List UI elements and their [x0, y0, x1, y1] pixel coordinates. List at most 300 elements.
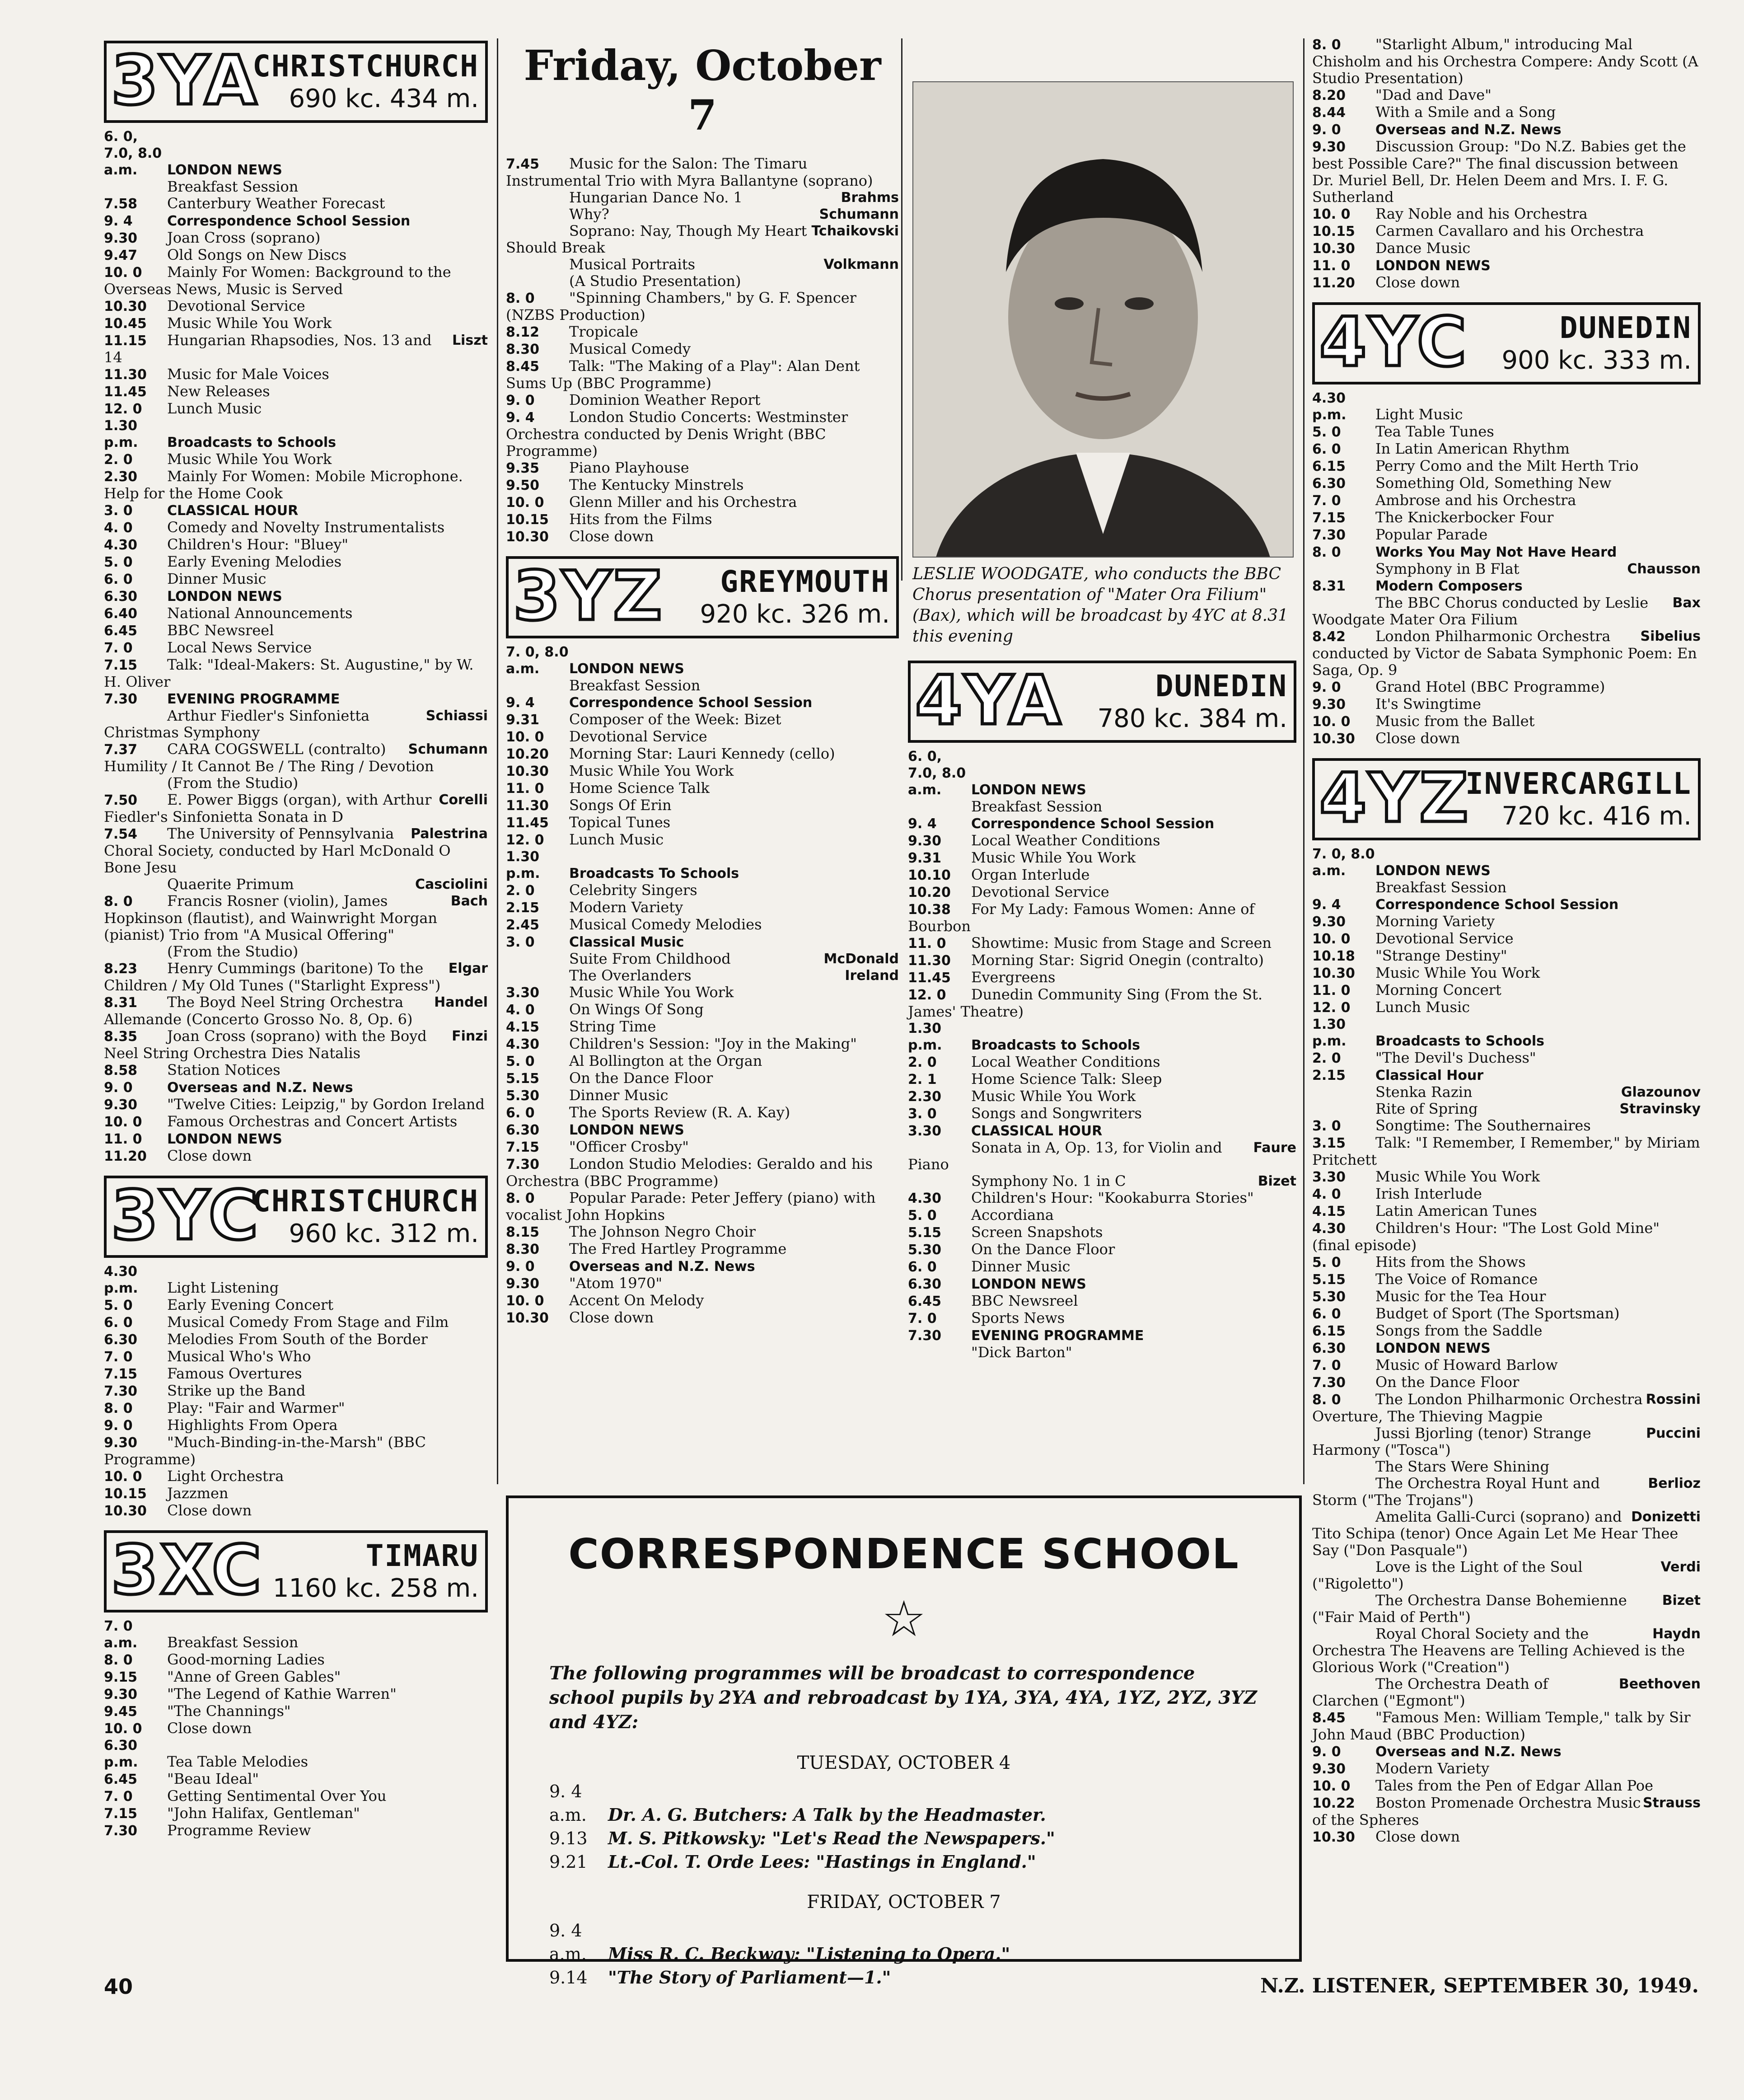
station-call: 4YC — [1319, 303, 1468, 382]
schedule-item — [908, 849, 1296, 867]
item-title: Devotional Service — [971, 883, 1109, 900]
item-time: 6.30 — [506, 1122, 540, 1138]
item-composer: Liszt — [452, 333, 488, 348]
schedule-item — [104, 1113, 488, 1130]
item-time: 7.30 — [908, 1328, 942, 1344]
schedule-item — [506, 256, 899, 273]
station-header-4ya — [908, 661, 1296, 743]
schedule-3yc — [104, 1263, 488, 1519]
schedule-item — [104, 417, 488, 451]
item-title: Works You May Not Have Heard — [1375, 544, 1617, 560]
schedule-item — [104, 1383, 488, 1400]
item-title: Strike up the Band — [167, 1382, 306, 1399]
schedule-item — [506, 409, 899, 459]
schedule-item — [908, 1173, 1296, 1190]
schedule-item — [104, 178, 488, 195]
schedule-item — [1312, 458, 1701, 475]
schedule-item — [908, 1054, 1296, 1071]
station-header-3xc — [104, 1530, 488, 1612]
item-time: 10. 0 — [506, 1293, 544, 1309]
item-title: Showtime: Music from Stage and Screen — [971, 934, 1272, 952]
item-time: 10.15 — [506, 512, 549, 528]
schedule-item — [104, 1788, 488, 1805]
item-title: LONDON NEWS — [569, 661, 684, 677]
item-time: 9. 0 — [104, 1080, 133, 1096]
schedule-item — [506, 459, 899, 477]
item-title: "Anne of Green Gables" — [167, 1668, 341, 1685]
item-time: 11.20 — [104, 1148, 147, 1164]
item-time: 9.47 — [104, 248, 138, 263]
schedule-item — [1312, 628, 1701, 679]
item-title: Broadcasts to Schools — [167, 435, 337, 450]
station-call: 3XC — [111, 1531, 263, 1610]
item-time: 7.15 — [506, 1139, 540, 1155]
item-title: Correspondence School Session — [167, 213, 411, 229]
item-time: 10. 0 — [104, 1114, 142, 1130]
schedule-item — [1312, 1203, 1701, 1220]
item-composer: Faure — [1253, 1140, 1296, 1156]
schedule-item — [506, 1190, 899, 1223]
item-composer: Corelli — [439, 792, 488, 808]
item-time: 8. 0 — [104, 1652, 133, 1668]
item-title: Correspondence School Session — [971, 816, 1215, 832]
station-call: 3YZ — [513, 557, 664, 636]
item-title: Music While You Work — [1375, 1168, 1540, 1185]
item-time: 1.30 p.m. — [506, 849, 540, 881]
schedule-item — [1312, 121, 1701, 138]
item-title: "Twelve Cities: Leipzig," by Gordon Ireland — [167, 1096, 485, 1113]
item-title: "The Channings" — [167, 1702, 291, 1720]
item-title: Music While You Work — [569, 984, 734, 1001]
item-time: 7.15 — [104, 1366, 138, 1382]
item-desc: Dr. A. G. Butchers: A Talk by the Headmaster. — [608, 1805, 1046, 1825]
schedule-item — [1312, 390, 1701, 423]
item-title: Love is the Light of the Soul ("Rigoletto") — [1312, 1558, 1583, 1592]
schedule-item — [1312, 1795, 1701, 1828]
item-title: Arthur Fiedler's Sinfonietta Christmas Symphony — [104, 707, 370, 741]
item-time: 10.45 — [104, 316, 147, 332]
item-title: "Beau Ideal" — [167, 1770, 259, 1787]
schedule-item — [506, 341, 899, 358]
schedule-item — [506, 745, 899, 763]
item-title: Symphony in B Flat — [1375, 560, 1520, 577]
schedule-item — [506, 1087, 899, 1104]
schedule-item — [908, 1122, 1296, 1139]
item-title: Broadcasts To Schools — [569, 866, 739, 881]
item-time: 9.35 — [506, 460, 540, 476]
schedule-item — [104, 708, 488, 741]
correspondence-item — [549, 1850, 1299, 1874]
schedule-4yz — [1312, 846, 1701, 1846]
schedule-item — [506, 848, 899, 882]
schedule-4yc — [1312, 390, 1701, 747]
schedule-item — [104, 195, 488, 212]
schedule-item — [104, 502, 488, 519]
item-composer: Stravinsky — [1619, 1101, 1701, 1117]
item-time: 7.30 — [506, 1157, 540, 1172]
item-time: 6. 0 — [104, 1315, 133, 1331]
item-composer: Glazounov — [1621, 1084, 1701, 1100]
item-time: 11. 0 — [506, 781, 544, 797]
item-composer: Volkmann — [823, 257, 899, 272]
item-time: 12. 0 — [1312, 1000, 1351, 1016]
item-time: 3.15 — [1312, 1135, 1346, 1151]
schedule-item — [104, 1651, 488, 1669]
schedule-item — [1312, 36, 1701, 87]
item-time: 6.15 — [1312, 459, 1346, 474]
item-title: Close down — [1375, 274, 1460, 291]
schedule-item — [104, 1400, 488, 1417]
schedule-item — [1312, 223, 1701, 240]
item-time: 7. 0 — [104, 640, 133, 656]
item-time: 1.30 p.m. — [908, 1021, 942, 1053]
schedule-item — [506, 728, 899, 745]
station-city: CHRISTCHURCH — [252, 1184, 479, 1219]
item-time: 5. 0 — [506, 1054, 535, 1069]
item-time: 10. 0 — [104, 265, 142, 281]
schedule-3ya — [104, 128, 488, 1165]
item-title: LONDON NEWS — [971, 1276, 1086, 1292]
item-composer: Tchaikovski — [811, 223, 899, 239]
schedule-item — [1312, 206, 1701, 223]
item-time: 11.15 — [104, 333, 147, 349]
schedule-item — [1312, 561, 1701, 577]
item-time: 8.45 — [1312, 1710, 1346, 1726]
item-title: Music While You Work — [971, 849, 1136, 866]
item-time: 6.30 — [908, 1276, 942, 1292]
schedule-item — [1312, 1592, 1701, 1626]
item-title: Discussion Group: "Do N.Z. Babies get the best Possible Care?" The final discussion between Dr. Muriel Bell, Dr. Helen Deem and Mrs. I. F. G. Sutherland — [1312, 138, 1686, 206]
schedule-item — [104, 264, 488, 298]
schedule-item — [506, 511, 899, 528]
item-time: 10. 0 — [1312, 206, 1351, 222]
schedule-item — [1312, 999, 1701, 1016]
item-time: 5.15 — [908, 1225, 942, 1241]
schedule-item — [104, 960, 488, 994]
item-title: The University of Pennsylvania Choral Society, conducted by Harl McDonald O Bone Jesu — [104, 825, 451, 876]
item-title: Modern Variety — [1375, 1760, 1490, 1777]
item-time: 10.30 — [506, 1310, 549, 1326]
item-title: The Voice of Romance — [1375, 1270, 1538, 1288]
schedule-item — [908, 798, 1296, 815]
schedule-item — [104, 1079, 488, 1096]
item-title: Budget of Sport (The Sportsman) — [1375, 1305, 1620, 1322]
item-time: 8.30 — [506, 342, 540, 357]
schedule-item — [104, 639, 488, 656]
item-time: 9.30 — [506, 1276, 540, 1292]
item-time: 7. 0 a.m. — [104, 1618, 138, 1651]
item-time: 5. 0 — [1312, 1255, 1341, 1270]
item-time: 2. 0 — [104, 452, 133, 468]
item-title: "Officer Crosby" — [569, 1138, 689, 1155]
item-title: Hits from the Films — [569, 511, 712, 528]
item-title: Devotional Service — [569, 728, 707, 745]
item-time: 2.45 — [506, 917, 540, 933]
schedule-item — [1312, 544, 1701, 561]
schedule-item — [908, 1293, 1296, 1310]
item-title: With a Smile and a Song — [1375, 103, 1556, 121]
schedule-item — [1312, 240, 1701, 257]
item-title: Royal Choral Society and the Orchestra The Heavens are Telling Achieved is the Glorious Work ("Creation") — [1312, 1625, 1685, 1676]
schedule-item — [104, 553, 488, 571]
item-time: 3. 0 — [1312, 1118, 1341, 1134]
item-title: Breakfast Session — [971, 798, 1103, 815]
item-title: Dunedin Community Sing (From the St. James' Theatre) — [908, 986, 1263, 1020]
item-time: 11.45 — [506, 815, 549, 831]
item-title: Station Notices — [167, 1061, 281, 1078]
schedule-item — [506, 711, 899, 728]
item-title: Jazzmen — [167, 1485, 229, 1502]
item-time: 3. 0 — [104, 503, 133, 519]
item-time: 10. 0 — [1312, 931, 1351, 947]
schedule-item — [104, 622, 488, 639]
item-composer: Bizet — [1258, 1173, 1296, 1189]
item-time: 12. 0 — [506, 832, 544, 848]
item-time: 10.30 — [104, 299, 147, 314]
item-time: 9.45 — [104, 1704, 138, 1720]
item-time: 5.30 — [1312, 1289, 1346, 1305]
station-header-4yc — [1312, 302, 1701, 384]
schedule-item — [104, 1822, 488, 1839]
item-title: Early Evening Concert — [167, 1296, 334, 1313]
schedule-item — [104, 332, 488, 366]
item-title: Music While You Work — [569, 762, 734, 779]
item-title: Composer of the Week: Bizet — [569, 711, 781, 728]
item-title: "Strange Destiny" — [1375, 947, 1507, 964]
item-time: 9.13 — [549, 1828, 588, 1848]
item-title: Perry Como and the Milt Herth Trio — [1375, 457, 1639, 474]
item-time: 11.30 — [104, 367, 147, 383]
item-title: Dance Music — [1375, 239, 1471, 257]
item-time: 7. 0 — [104, 1789, 133, 1805]
item-time: 9. 4 a.m. — [549, 1921, 587, 1964]
schedule-item — [1312, 1743, 1701, 1760]
item-time: 9.15 — [104, 1669, 138, 1685]
item-title: On Wings Of Song — [569, 1001, 704, 1018]
item-title: The Overlanders — [569, 967, 692, 984]
item-time: 10. 0 — [1312, 1778, 1351, 1794]
schedule-item — [104, 588, 488, 605]
item-time: 4.15 — [506, 1019, 540, 1035]
item-time: 11.30 — [506, 798, 549, 814]
item-title: Good-morning Ladies — [167, 1651, 325, 1668]
station-city: TIMARU — [365, 1538, 479, 1573]
item-title: Mainly For Women: Background to the Overseas News, Music is Served — [104, 263, 451, 298]
schedule-item — [104, 1096, 488, 1113]
item-composer: Strauss — [1642, 1795, 1701, 1811]
item-time: 7.45 — [506, 156, 540, 172]
station-call: 4YA — [915, 661, 1063, 740]
item-title: Accordiana — [971, 1206, 1054, 1223]
item-title: Music While You Work — [971, 1088, 1136, 1105]
correspondence-item — [549, 1827, 1299, 1850]
schedule-item — [104, 1028, 488, 1062]
schedule-item — [908, 952, 1296, 969]
item-title: Children's Hour: "Bluey" — [167, 536, 349, 553]
station-header-3ya — [104, 41, 488, 123]
item-title: Boston Promenade Orchestra Music of the Spheres — [1312, 1794, 1641, 1828]
schedule-item — [1312, 257, 1701, 274]
item-title: Hungarian Rhapsodies, Nos. 13 and 14 — [104, 332, 432, 366]
schedule-item — [1312, 947, 1701, 965]
item-title: Early Evening Melodies — [167, 553, 341, 570]
schedule-item — [104, 1314, 488, 1331]
item-time: 8.58 — [104, 1063, 138, 1078]
schedule-item — [506, 1121, 899, 1139]
schedule-item — [506, 323, 899, 341]
schedule-item — [1312, 1828, 1701, 1846]
schedule-item — [104, 1686, 488, 1703]
item-title: Broadcasts to Schools — [1375, 1033, 1545, 1049]
item-title: Overseas and N.Z. News — [1375, 122, 1562, 138]
item-time: 8. 0 — [104, 894, 133, 909]
item-title: "Starlight Album," introducing Mal Chisholm and his Orchestra Compere: Andy Scott (A Studio Presentation) — [1312, 36, 1698, 87]
column-rule — [901, 38, 902, 581]
schedule-item — [908, 1020, 1296, 1054]
item-time: 7. 0, 8.0 a.m. — [1312, 846, 1375, 879]
item-title: "The Devil's Duchess" — [1375, 1049, 1536, 1066]
item-title: Morning Concert — [1375, 981, 1501, 998]
item-title: Children's Hour: "The Lost Gold Mine" (final episode) — [1312, 1219, 1660, 1254]
item-title: EVENING PROGRAMME — [971, 1328, 1144, 1344]
item-time: 3.30 — [908, 1123, 942, 1139]
schedule-item — [104, 1263, 488, 1297]
item-composer: Schiassi — [425, 708, 488, 724]
item-composer: Bax — [1672, 595, 1701, 611]
item-title: Highlights From Opera — [167, 1416, 338, 1434]
item-composer: Palestrina — [411, 826, 488, 842]
schedule-item — [104, 571, 488, 588]
schedule-item — [104, 605, 488, 622]
item-title: Musical Portraits — [569, 256, 695, 273]
item-composer: Bizet — [1662, 1593, 1701, 1608]
schedule-item — [506, 967, 899, 984]
station-header-3yc — [104, 1176, 488, 1258]
schedule-item — [908, 1105, 1296, 1122]
schedule-item — [1312, 526, 1701, 544]
schedule-item — [908, 1275, 1296, 1293]
item-time: 8.12 — [506, 324, 540, 340]
item-time: 9.30 — [104, 230, 138, 246]
item-title: The Orchestra Danse Bohemienne ("Fair Maid of Perth") — [1312, 1592, 1627, 1626]
item-title: LONDON NEWS — [1375, 863, 1491, 879]
item-time: 10.30 — [1312, 1829, 1355, 1845]
item-time: 2.15 — [1312, 1068, 1346, 1083]
item-time: 9.50 — [506, 478, 540, 493]
schedule-4ya-continued — [1312, 36, 1701, 291]
schedule-item — [1312, 1760, 1701, 1777]
station-call: 4YZ — [1319, 759, 1470, 838]
schedule-item — [506, 1070, 899, 1087]
schedule-item — [506, 189, 899, 206]
item-time: 2. 1 — [908, 1072, 937, 1088]
schedule-item — [1312, 930, 1701, 947]
item-title: On the Dance Floor — [971, 1241, 1115, 1258]
item-title: It's Swingtime — [1375, 695, 1481, 712]
schedule-item — [908, 815, 1296, 832]
item-title: Famous Orchestras and Concert Artists — [167, 1113, 458, 1130]
item-title: Soprano: Nay, Though My Heart Should Break — [506, 222, 807, 256]
schedule-item — [908, 1071, 1296, 1088]
schedule-3xc — [104, 1618, 488, 1839]
schedule-item — [908, 1241, 1296, 1258]
column-c — [908, 81, 1296, 1361]
schedule-item — [506, 1104, 899, 1121]
item-time: 5. 0 — [104, 554, 133, 570]
item-title: Breakfast Session — [569, 677, 701, 694]
item-title: EVENING PROGRAMME — [167, 691, 340, 707]
item-title: Close down — [167, 1147, 252, 1164]
schedule-item — [1312, 492, 1701, 509]
item-time: 1.30 p.m. — [104, 418, 138, 450]
item-title: Close down — [1375, 1828, 1460, 1845]
station-frequency: 780 kc. 384 m. — [1097, 704, 1287, 733]
item-time: 6. 0, 7.0, 8.0 a.m. — [104, 129, 162, 178]
schedule-item — [506, 1241, 899, 1258]
schedule-item — [506, 358, 899, 392]
schedule-item — [506, 290, 899, 323]
item-title: Dinner Music — [569, 1087, 669, 1104]
item-title: Lunch Music — [167, 400, 262, 417]
item-time: 5. 0 — [908, 1208, 937, 1223]
item-title: Light Orchestra — [167, 1467, 284, 1485]
item-title: "Famous Men: William Temple," talk by Sir John Maud (BBC Production) — [1312, 1709, 1691, 1743]
item-composer: McDonald — [823, 951, 899, 967]
page-date-heading: Friday, October 7 — [524, 41, 881, 140]
item-time: 9. 4 — [506, 410, 535, 426]
schedule-item — [104, 383, 488, 400]
schedule-item — [104, 893, 488, 943]
item-title: Tea Table Melodies — [167, 1753, 309, 1770]
item-title: LONDON NEWS — [1375, 258, 1491, 274]
item-title: Children's Session: "Joy in the Making" — [569, 1035, 857, 1052]
item-title: Musical Comedy From Stage and Film — [167, 1313, 449, 1331]
schedule-item — [1312, 1254, 1701, 1271]
correspondence-item — [549, 1966, 1299, 1989]
item-time: 11. 0 — [908, 936, 946, 952]
item-time: 8.30 — [506, 1242, 540, 1257]
item-title: LONDON NEWS — [167, 162, 282, 178]
item-composer: Schumann — [819, 206, 899, 222]
item-time: 9.30 — [104, 1435, 138, 1451]
item-time: 12. 0 — [104, 401, 142, 417]
item-title: Modern Variety — [569, 899, 683, 916]
item-time: 8. 0 — [506, 291, 535, 306]
item-time: 7. 0 — [104, 1349, 133, 1365]
item-title: Music from the Ballet — [1375, 712, 1535, 730]
item-time: 7.54 — [104, 826, 138, 842]
schedule-item — [506, 223, 899, 256]
schedule-item — [1312, 1374, 1701, 1391]
station-frequency: 920 kc. 326 m. — [700, 600, 890, 629]
item-time: 7.15 — [104, 657, 138, 673]
schedule-item — [104, 1703, 488, 1720]
item-title: CLASSICAL HOUR — [971, 1123, 1103, 1139]
item-time: 11. 0 — [1312, 258, 1351, 274]
item-title: Devotional Service — [167, 297, 305, 314]
correspondence-title: CORRESPONDENCE SCHOOL — [568, 1530, 1239, 1578]
item-time: 11.45 — [908, 970, 951, 986]
item-composer: Elgar — [448, 961, 488, 976]
schedule-item — [1312, 1509, 1701, 1559]
item-title: CARA COGSWELL (contralto) Humility / It Cannot Be / The Ring / Devotion — [104, 741, 434, 775]
schedule-item — [1312, 1559, 1701, 1592]
schedule-item — [506, 477, 899, 494]
item-time: 7.58 — [104, 196, 138, 212]
item-title: Songs and Songwriters — [971, 1105, 1142, 1122]
schedule-item — [1312, 846, 1701, 879]
item-title: Glenn Miller and his Orchestra — [569, 493, 797, 511]
